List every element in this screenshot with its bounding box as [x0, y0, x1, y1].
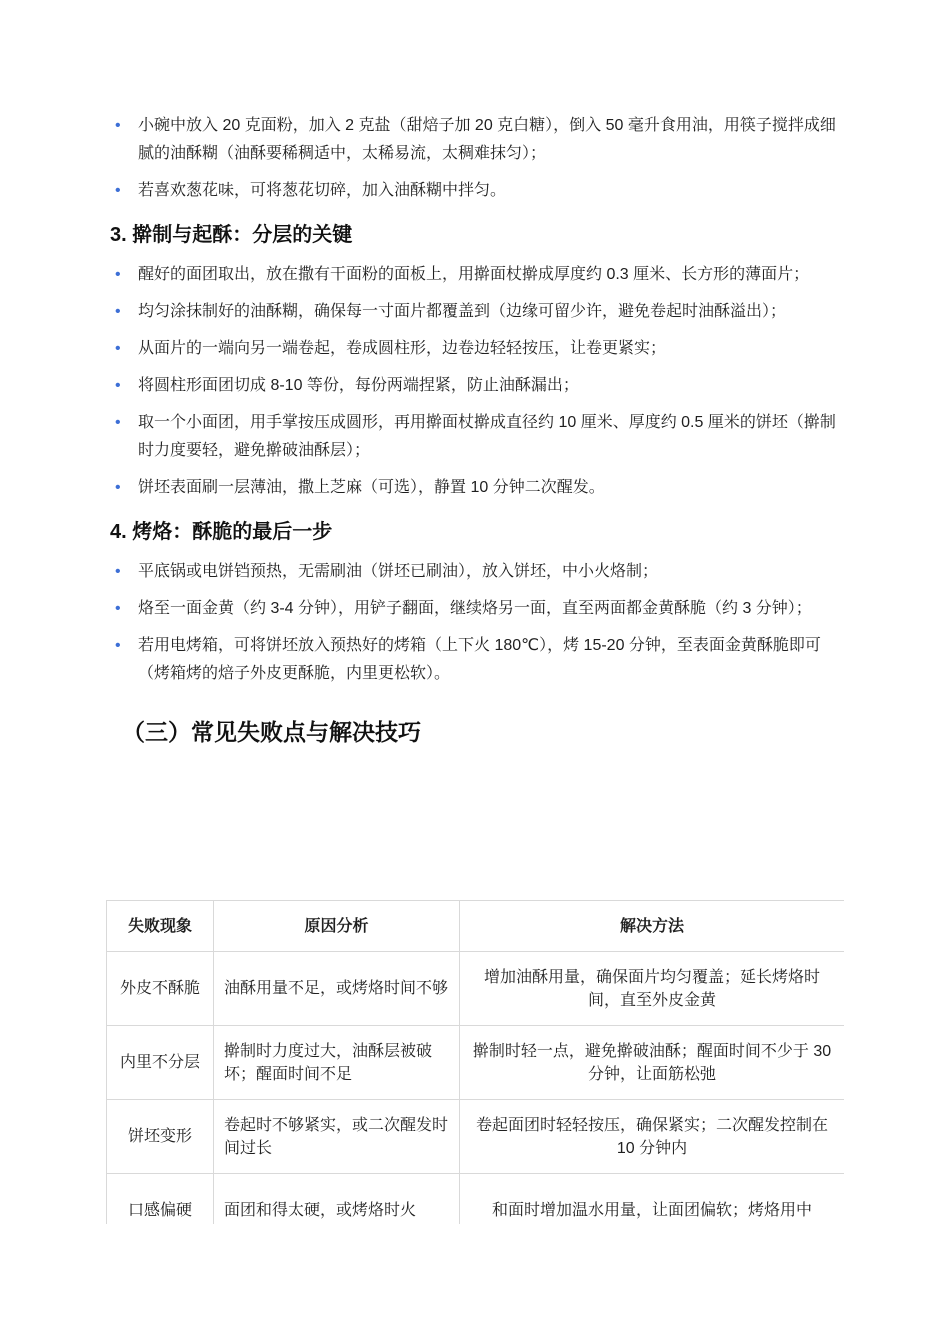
list-item [110, 595, 840, 623]
intro-bullet-list [110, 112, 840, 205]
table-cell-solution: 卷起面团时轻轻按压，确保紧实；二次醒发控制在 10 分钟内 [460, 1100, 845, 1174]
column-header-cause: 原因分析 [214, 901, 460, 952]
list-item-text: 烙至一面金黄（约 3-4 分钟），用铲子翻面，继续烙另一面，直至两面都金黄酥脆（约 3 分钟）； [138, 600, 812, 617]
list-item-text: 醒好的面团取出，放在撒有干面粉的面板上，用擀面杖擀成厚度约 0.3 厘米、长方形的薄面片； [138, 266, 810, 283]
list-item-text: 均匀涂抹制好的油酥糊，确保每一寸面片都覆盖到（边缘可留少许，避免卷起时油酥溢出）； [138, 303, 787, 320]
table-cell-cause: 卷起时不够紧实，或二次醒发时间过长 [214, 1100, 460, 1174]
table-cell-solution: 擀制时轻一点，避免擀破油酥；醒面时间不少于 30 分钟，让面筋松弛 [460, 1026, 845, 1100]
list-item [110, 558, 840, 586]
bullet-icon: • [115, 637, 121, 654]
document-content [110, 112, 840, 748]
bullet-icon: • [115, 303, 121, 320]
table-header-row [107, 901, 845, 952]
list-item-text: 平底锅或电饼铛预热，无需刷油（饼坯已刷油），放入饼坯，中小火烙制； [138, 563, 659, 580]
column-header-solution: 解决方法 [460, 901, 845, 952]
bullet-icon: • [115, 479, 121, 496]
failure-table-wrapper [106, 900, 844, 1224]
list-item [110, 372, 840, 400]
table-cell-cause: 擀制时力度过大，油酥层被破坏；醒面时间不足 [214, 1026, 460, 1100]
table-cell-solution: 增加油酥用量，确保面片均匀覆盖；延长烤烙时间，直至外皮金黄 [460, 952, 845, 1026]
list-item [110, 112, 840, 168]
list-item-text: 饼坯表面刷一层薄油，撒上芝麻（可选），静置 10 分钟二次醒发。 [138, 479, 605, 496]
step4-bullet-list [110, 558, 840, 688]
table-cell-cause: 油酥用量不足，或烤烙时间不够 [214, 952, 460, 1026]
list-item-text: 从面片的一端向另一端卷起，卷成圆柱形，边卷边轻轻按压，让卷更紧实； [138, 340, 667, 357]
column-header-symptom: 失败现象 [107, 901, 214, 952]
table-cell-symptom: 口感偏硬 [107, 1174, 214, 1225]
table-cell-cause: 面团和得太硬，或烤烙时火 [214, 1174, 460, 1225]
table-cell-symptom: 内里不分层 [107, 1026, 214, 1100]
list-item [110, 409, 840, 465]
bullet-icon: • [115, 377, 121, 394]
failure-table [106, 900, 844, 1224]
list-item [110, 298, 840, 326]
list-item [110, 474, 840, 502]
table-cell-symptom: 外皮不酥脆 [107, 952, 214, 1026]
bullet-icon: • [115, 600, 121, 617]
list-item-text: 若用电烤箱，可将饼坯放入预热好的烤箱（上下火 180℃），烤 15-20 分钟，至表面金黄酥脆即可（烤箱烤的焙子外皮更酥脆，内里更松软）。 [138, 637, 821, 682]
list-item-text: 将圆柱形面团切成 8-10 等份，每份两端捏紧，防止油酥漏出； [138, 377, 579, 394]
bullet-icon: • [115, 563, 121, 580]
step3-heading: 3. 擀制与起酥：分层的关键 [110, 224, 353, 246]
table-row [107, 1026, 845, 1100]
bullet-icon: • [115, 340, 121, 357]
section3-heading: （三）常见失败点与解决技巧 [122, 719, 421, 745]
bullet-icon: • [115, 117, 121, 134]
list-item [110, 632, 840, 688]
list-item [110, 261, 840, 289]
list-item-text: 小碗中放入 20 克面粉，加入 2 克盐（甜焙子加 20 克白糖），倒入 50 毫升食用油，用筷子搅拌成细腻的油酥糊（油酥要稀稠适中，太稀易流，太稠难抹匀）； [138, 117, 836, 162]
list-item [110, 335, 840, 363]
list-item [110, 177, 840, 205]
table-cell-symptom: 饼坯变形 [107, 1100, 214, 1174]
list-item-text: 若喜欢葱花味，可将葱花切碎，加入油酥糊中拌匀。 [138, 182, 507, 199]
table-row [107, 1174, 845, 1225]
bullet-icon: • [115, 182, 121, 199]
table-row [107, 952, 845, 1026]
step4-heading: 4. 烤烙：酥脆的最后一步 [110, 521, 333, 543]
table-cell-solution: 和面时增加温水用量，让面团偏软；烤烙用中 [460, 1174, 845, 1225]
table-row [107, 1100, 845, 1174]
bullet-icon: • [115, 414, 121, 431]
step3-bullet-list [110, 261, 840, 502]
list-item-text: 取一个小面团，用手掌按压成圆形，再用擀面杖擀成直径约 10 厘米、厚度约 0.5 厘米的饼坯（擀制时力度要轻，避免擀破油酥层）； [138, 414, 836, 459]
bullet-icon: • [115, 266, 121, 283]
